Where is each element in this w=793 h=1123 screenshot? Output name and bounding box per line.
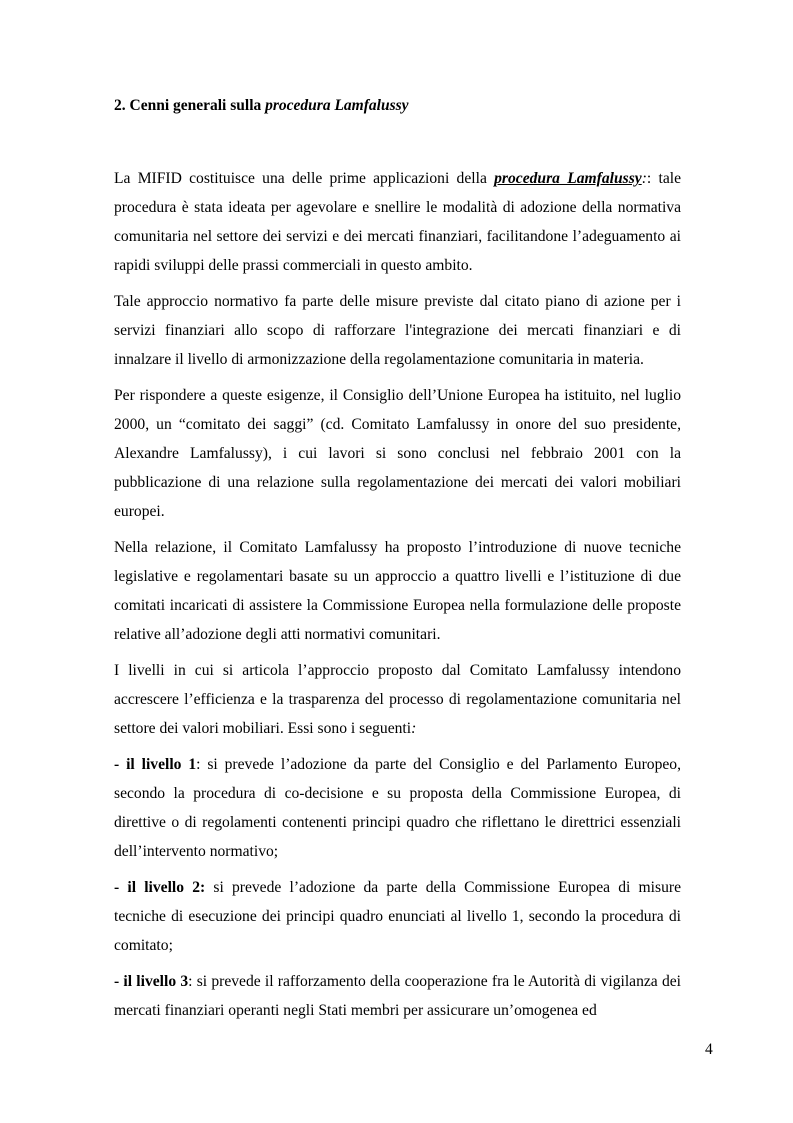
paragraph-livelli-text: I livelli in cui si articola l’approccio proposto dal Comitato Lamfalussy intendono accrescere l’efficienza e la trasparenza del processo di regolamentazione comunitaria nel settore dei valori mobiliari. Essi sono i seguenti — [114, 662, 681, 737]
paragraph-livelli-colon: : — [411, 720, 417, 737]
level-3-text: : si prevede il rafforzamento della cooperazione fra le Autorità di vigilanza dei mercati finanziari operanti negli Stati membri per assicurare un’omogenea ed — [114, 973, 681, 1019]
paragraph-approccio: Tale approccio normativo fa parte delle misure previste dal citato piano di azione per i servizi finanziari allo scopo di rafforzare l'integrazione dei mercati finanziari e di innalzare il livello di armonizzazione della regolamentazione comunitaria in materia. — [114, 293, 681, 368]
list-item-level-1 — [114, 750, 681, 866]
paragraph-mifid-intro: La MIFID costituisce una delle prime applicazioni della — [114, 170, 495, 187]
paragraph-mifid-rest: : tale procedura è stata ideata per agevolare e snellire le modalità di adozione della normativa comunitaria nel settore dei servizi e dei mercati finanziari, facilitandone l’adeguamento ai rapidi sviluppi delle prassi commerciali in questo ambito. — [114, 170, 681, 274]
level-2-text: si prevede l’adozione da parte della Commissione Europea di misure tecniche di esecuzione dei principi quadro enunciati al livello 1, secondo la procedura di comitato; — [114, 879, 681, 954]
document-body — [114, 164, 681, 1032]
paragraph-mifid-colon: : — [641, 170, 647, 187]
procedura-lamfalussy-link[interactable]: procedura Lamfalussy — [494, 170, 642, 187]
list-item-level-3 — [114, 967, 681, 1025]
paragraph-relazione: Nella relazione, il Comitato Lamfalussy ha proposto l’introduzione di nuove tecniche legislative e regolamentari basate su un approccio a quattro livelli e l’istituzione di due comitati incaricati di assistere la Commissione Europea nella formulazione delle proposte relative all’adozione degli atti normativi comunitari. — [114, 539, 681, 643]
level-3-label: - il livello 3 — [114, 973, 189, 990]
section-heading — [114, 96, 409, 116]
level-2-label: - il livello 2: — [114, 879, 206, 896]
paragraph-consiglio: Per rispondere a queste esigenze, il Consiglio dell’Unione Europea ha istituito, nel luglio 2000, un “comitato dei saggi” (cd. Comitato Lamfalussy in onore del suo presidente, Alexandre Lamfalussy), i cui lavori si sono conclusi nel febbraio 2001 con la pubblicazione di una relazione sulla regolamentazione dei mercati dei valori mobiliari europei. — [114, 387, 681, 520]
paragraph-mifid — [114, 164, 681, 280]
section-heading-number: 2. Cenni generali sulla — [114, 97, 266, 114]
list-item-level-2 — [114, 873, 681, 960]
page-number: 4 — [705, 1041, 713, 1058]
level-1-label: - il livello 1 — [114, 756, 197, 773]
level-1-text: : si prevede l’adozione da parte del Consiglio e del Parlamento Europeo, secondo la procedura di co-decisione e su proposta della Commissione Europea, di direttive o di regolamenti contenenti principi quadro che riflettano le direttrici essenziali dell’intervento normativo; — [114, 756, 681, 860]
paragraph-livelli — [114, 656, 681, 743]
section-heading-italic: procedura Lamfalussy — [265, 97, 409, 114]
